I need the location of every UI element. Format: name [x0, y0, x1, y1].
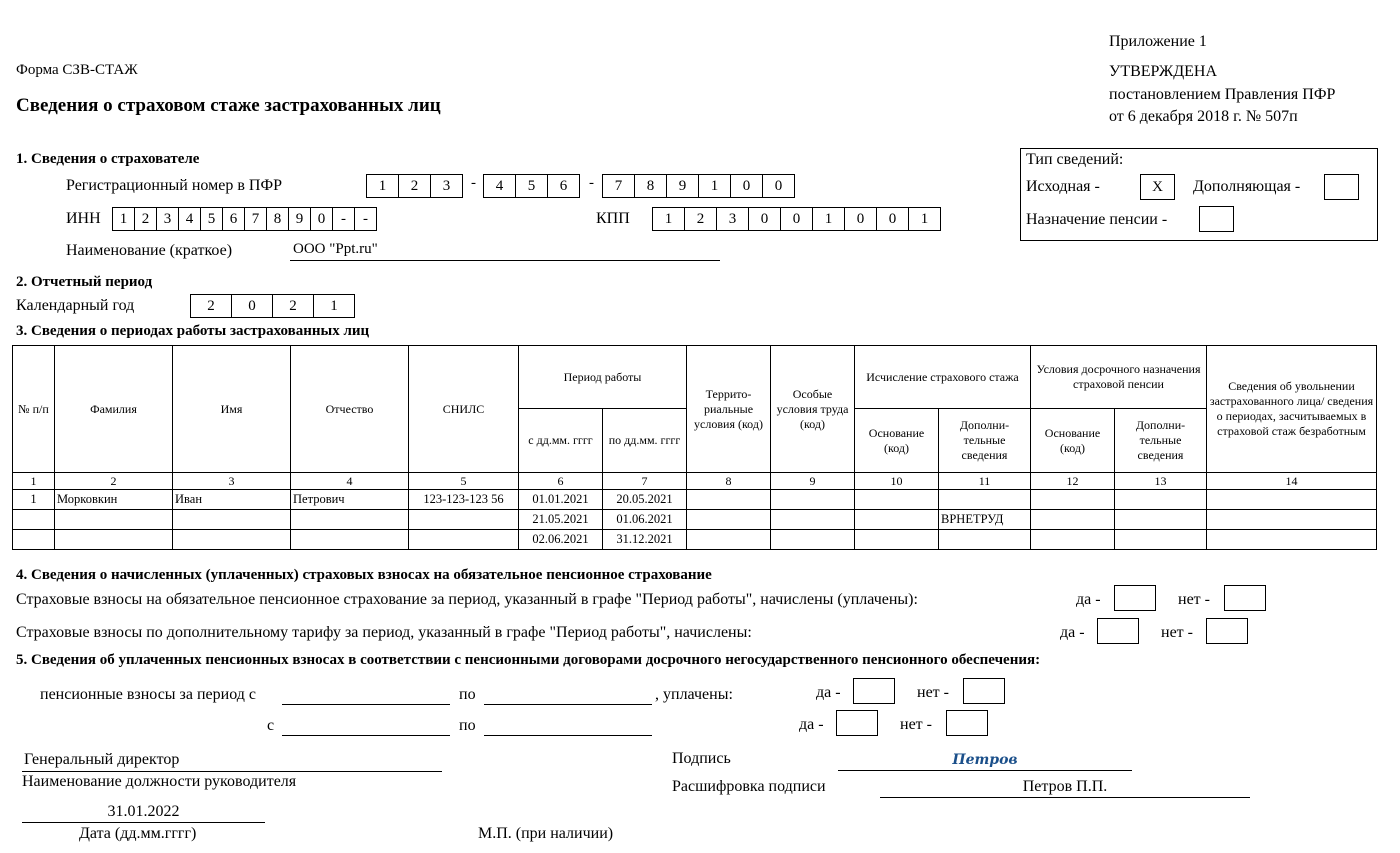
inn-cell[interactable]: 4 — [179, 207, 201, 231]
inn-cell[interactable]: 8 — [267, 207, 289, 231]
table-row — [13, 510, 1377, 530]
inn-cell[interactable]: 1 — [112, 207, 135, 231]
reg-cell[interactable]: 9 — [667, 174, 699, 198]
table-cell[interactable] — [687, 490, 771, 510]
table-cell[interactable] — [771, 510, 855, 530]
kpp-cell[interactable]: 0 — [877, 207, 909, 231]
kpp-cell[interactable]: 1 — [652, 207, 685, 231]
table-cell[interactable]: 20.05.2021 — [603, 490, 687, 510]
reg-number-label: Регистрационный номер в ПФР — [66, 177, 282, 194]
org-name-value: ООО "Ppt.ru" — [293, 241, 378, 257]
table-cell[interactable] — [939, 530, 1031, 550]
stamp-label: М.П. (при наличии) — [478, 825, 614, 842]
initial-label: Исходная - — [1026, 178, 1100, 195]
col-from-header: с дд.мм. гггг — [519, 409, 603, 473]
col-early-extra-header: Дополни- тельные сведения — [1115, 409, 1207, 473]
reg-group2[interactable] — [483, 174, 580, 198]
col-basis-header: Основание (код) — [855, 409, 939, 473]
col-number: 10 — [855, 473, 939, 490]
contrib1-yes-checkbox[interactable] — [1114, 585, 1156, 611]
contrib-line2: Страховые взносы по дополнительному тарифу за период, указанный в графе "Период работы", начислены: — [16, 624, 752, 641]
table-cell[interactable] — [1207, 530, 1377, 550]
year-cells[interactable] — [190, 294, 355, 318]
kpp-cell[interactable]: 0 — [749, 207, 781, 231]
decode-label: Расшифровка подписи — [672, 778, 826, 795]
table-cell[interactable] — [291, 530, 409, 550]
table-cell[interactable] — [687, 530, 771, 550]
col-number: 2 — [55, 473, 173, 490]
table-cell[interactable] — [409, 530, 519, 550]
reg-cell[interactable]: 7 — [602, 174, 635, 198]
table-cell[interactable]: 123-123-123 56 — [409, 490, 519, 510]
table-row — [13, 490, 1377, 510]
inn-cell[interactable]: - — [333, 207, 355, 231]
inn-cell[interactable]: 6 — [223, 207, 245, 231]
pension-from-field-1[interactable] — [282, 684, 450, 705]
kpp-cell[interactable]: 0 — [781, 207, 813, 231]
table-row — [13, 530, 1377, 550]
date-field[interactable] — [22, 803, 265, 823]
page-title: Сведения о страховом стаже застрахованных лиц — [16, 95, 441, 116]
position-label: Наименование должности руководителя — [22, 773, 297, 790]
table-cell[interactable]: 01.01.2021 — [519, 490, 603, 510]
reg-cell[interactable]: 0 — [763, 174, 795, 198]
reg-cell[interactable]: 1 — [699, 174, 731, 198]
col-number: 12 — [1031, 473, 1115, 490]
kpp-cell[interactable]: 1 — [813, 207, 845, 231]
reg-cell[interactable]: 0 — [731, 174, 763, 198]
position-field[interactable] — [22, 751, 442, 772]
pension-to-label-2: по — [459, 717, 476, 734]
table-cell[interactable] — [409, 510, 519, 530]
col-period-header: Период работы — [519, 346, 687, 409]
contrib1-no-checkbox[interactable] — [1224, 585, 1266, 611]
table-cell[interactable] — [855, 510, 939, 530]
signature-image: Петров — [952, 752, 1018, 768]
reg-cell[interactable]: 1 — [366, 174, 399, 198]
table-cell[interactable] — [1207, 510, 1377, 530]
section5-heading: 5. Сведения об уплаченных пенсионных взносах в соответствии с пенсионными договорами досрочного негосударственного пенсионного обеспечения: — [16, 652, 1041, 668]
inn-cell[interactable]: 5 — [201, 207, 223, 231]
col-num-header: № п/п — [13, 346, 55, 473]
section4-heading: 4. Сведения о начисленных (уплаченных) страховых взносах на обязательное пенсионное страхование — [16, 567, 712, 583]
supplementary-checkbox[interactable] — [1324, 174, 1359, 200]
col-number: 14 — [1207, 473, 1377, 490]
table-cell[interactable] — [1207, 490, 1377, 510]
table-cell[interactable] — [855, 530, 939, 550]
year-cell[interactable]: 1 — [314, 294, 355, 318]
pension-label: Назначение пенсии - — [1026, 211, 1168, 228]
signature-label: Подпись — [672, 750, 731, 767]
col-number: 9 — [771, 473, 855, 490]
pension2-no-checkbox[interactable] — [946, 710, 988, 736]
col-number: 11 — [939, 473, 1031, 490]
table-cell[interactable] — [173, 530, 291, 550]
pension-paid-label: , уплачены: — [655, 686, 733, 703]
supplementary-label: Дополняющая - — [1193, 178, 1301, 195]
position-value: Генеральный директор — [24, 751, 180, 768]
col-name-header: Имя — [173, 346, 291, 473]
col-number: 3 — [173, 473, 291, 490]
table-cell[interactable]: 31.12.2021 — [603, 530, 687, 550]
pension2-yes-checkbox[interactable] — [836, 710, 878, 736]
reg-group1[interactable] — [366, 174, 463, 198]
reg-cell[interactable]: 6 — [548, 174, 580, 198]
table-cell[interactable] — [939, 490, 1031, 510]
pension-from-field-2[interactable] — [282, 715, 450, 736]
table-cell[interactable] — [1115, 510, 1207, 530]
kpp-cell[interactable]: 0 — [845, 207, 877, 231]
col-number: 13 — [1115, 473, 1207, 490]
inn-cell[interactable]: 2 — [135, 207, 157, 231]
col-number: 8 — [687, 473, 771, 490]
org-name-label: Наименование (краткое) — [66, 242, 233, 259]
table-cell[interactable]: 01.06.2021 — [603, 510, 687, 530]
org-name-field[interactable] — [290, 241, 720, 261]
inn-cell[interactable]: 7 — [245, 207, 267, 231]
table-cell[interactable]: Петрович — [291, 490, 409, 510]
section2-heading: 2. Отчетный период — [16, 274, 153, 290]
kpp-label: КПП — [596, 210, 630, 227]
pension-from-label: с — [267, 717, 275, 734]
pension-checkbox[interactable] — [1199, 206, 1234, 232]
inn-cell[interactable]: - — [355, 207, 377, 231]
table-cell[interactable]: 21.05.2021 — [519, 510, 603, 530]
inn-label: ИНН — [66, 210, 101, 227]
table-cell[interactable] — [13, 510, 55, 530]
col-extra-header: Дополни- тельные сведения — [939, 409, 1031, 473]
decode-field[interactable] — [880, 778, 1250, 798]
contrib2-yes-label: да - — [1060, 624, 1085, 641]
contrib1-yes-label: да - — [1076, 591, 1101, 608]
pension2-no-label: нет - — [900, 716, 932, 733]
kpp-cell[interactable]: 3 — [717, 207, 749, 231]
info-type-label: Тип сведений: — [1026, 151, 1124, 168]
year-label: Календарный год — [16, 297, 135, 314]
table-cell[interactable] — [13, 530, 55, 550]
col-special-header: Особые условия труда (код) — [771, 346, 855, 473]
table-cell[interactable]: Морковкин — [55, 490, 173, 510]
col-early-header: Условия досрочного назначения страховой пенсии — [1031, 346, 1207, 409]
table-cell[interactable]: 1 — [13, 490, 55, 510]
col-patronymic-header: Отчество — [291, 346, 409, 473]
contrib2-no-checkbox[interactable] — [1206, 618, 1248, 644]
table-cell[interactable] — [687, 510, 771, 530]
table-cell[interactable] — [291, 510, 409, 530]
table-cell[interactable]: ВРНЕТРУД — [939, 510, 1031, 530]
inn-cells[interactable] — [112, 207, 377, 231]
col-dismissal-header: Сведения об увольнении застрахованного лица/ сведения о периодах, засчитываемых в страховой стаж безработным — [1207, 346, 1377, 473]
table-cell[interactable]: 02.06.2021 — [519, 530, 603, 550]
reg-cell[interactable]: 5 — [516, 174, 548, 198]
contrib2-no-label: нет - — [1161, 624, 1193, 641]
pension-to-field-2[interactable] — [484, 715, 652, 736]
reg-cell[interactable]: 8 — [635, 174, 667, 198]
approved-date: от 6 декабря 2018 г. № 507п — [1109, 108, 1298, 125]
contrib1-no-label: нет - — [1178, 591, 1210, 608]
kpp-cells[interactable] — [652, 207, 941, 231]
year-cell[interactable]: 2 — [190, 294, 232, 318]
decode-value: Петров П.П. — [1022, 778, 1108, 795]
table-cell[interactable] — [1031, 510, 1115, 530]
col-to-header: по дд.мм. гггг — [603, 409, 687, 473]
reg-cell[interactable]: 4 — [483, 174, 516, 198]
table-cell[interactable]: Иван — [173, 490, 291, 510]
work-periods-table — [12, 345, 1377, 550]
col-surname-header: Фамилия — [55, 346, 173, 473]
table-cell[interactable] — [1115, 530, 1207, 550]
contrib2-yes-checkbox[interactable] — [1097, 618, 1139, 644]
col-number: 4 — [291, 473, 409, 490]
col-number: 7 — [603, 473, 687, 490]
reg-group3[interactable] — [602, 174, 795, 198]
appendix-label: Приложение 1 — [1109, 33, 1207, 50]
reg-dash: - — [589, 175, 594, 191]
pension-to-label: по — [459, 686, 476, 703]
pension1-yes-label: да - — [816, 684, 841, 701]
col-snils-header: СНИЛС — [409, 346, 519, 473]
form-name: Форма СЗВ-СТАЖ — [16, 62, 138, 78]
table-cell[interactable] — [855, 490, 939, 510]
inn-cell[interactable]: 0 — [311, 207, 333, 231]
table-cell[interactable] — [771, 490, 855, 510]
col-calc-header: Исчисление страхового стажа — [855, 346, 1031, 409]
initial-checkbox[interactable]: X — [1140, 174, 1175, 200]
kpp-cell[interactable]: 1 — [909, 207, 941, 231]
reg-cell[interactable]: 3 — [431, 174, 463, 198]
pension-to-field-1[interactable] — [484, 684, 652, 705]
contrib-line1: Страховые взносы на обязательное пенсионное страхование за период, указанный в графе "Период работы", начислены (уплачены): — [16, 591, 918, 608]
section1-heading: 1. Сведения о страхователе — [16, 151, 200, 167]
table-cell[interactable] — [1115, 490, 1207, 510]
col-early-basis-header: Основание (код) — [1031, 409, 1115, 473]
pension-period-label: пенсионные взносы за период с — [40, 686, 256, 703]
date-label: Дата (дд.мм.гггг) — [79, 825, 197, 842]
col-number: 6 — [519, 473, 603, 490]
kpp-cell[interactable]: 2 — [685, 207, 717, 231]
year-cell[interactable]: 0 — [232, 294, 273, 318]
table-cell[interactable] — [1031, 530, 1115, 550]
table-cell[interactable] — [55, 530, 173, 550]
col-number: 1 — [13, 473, 55, 490]
info-type-box — [1020, 148, 1378, 241]
col-number: 5 — [409, 473, 519, 490]
col-territorial-header: Террито- риальные условия (код) — [687, 346, 771, 473]
table-cell[interactable] — [173, 510, 291, 530]
pension1-yes-checkbox[interactable] — [853, 678, 895, 704]
table-cell[interactable] — [1031, 490, 1115, 510]
signature-field[interactable] — [838, 751, 1132, 771]
approved-by: постановлением Правления ПФР — [1109, 86, 1336, 103]
section3-heading: 3. Сведения о периодах работы застрахованных лиц — [16, 323, 370, 339]
year-cell[interactable]: 2 — [273, 294, 314, 318]
inn-cell[interactable]: 3 — [157, 207, 179, 231]
table-cell[interactable] — [771, 530, 855, 550]
pension2-yes-label: да - — [799, 716, 824, 733]
table-cell[interactable] — [55, 510, 173, 530]
reg-cell[interactable]: 2 — [399, 174, 431, 198]
approved-label: УТВЕРЖДЕНА — [1109, 63, 1218, 80]
date-value: 31.01.2022 — [107, 803, 180, 820]
pension1-no-label: нет - — [917, 684, 949, 701]
reg-dash: - — [471, 175, 476, 191]
inn-cell[interactable]: 9 — [289, 207, 311, 231]
pension1-no-checkbox[interactable] — [963, 678, 1005, 704]
